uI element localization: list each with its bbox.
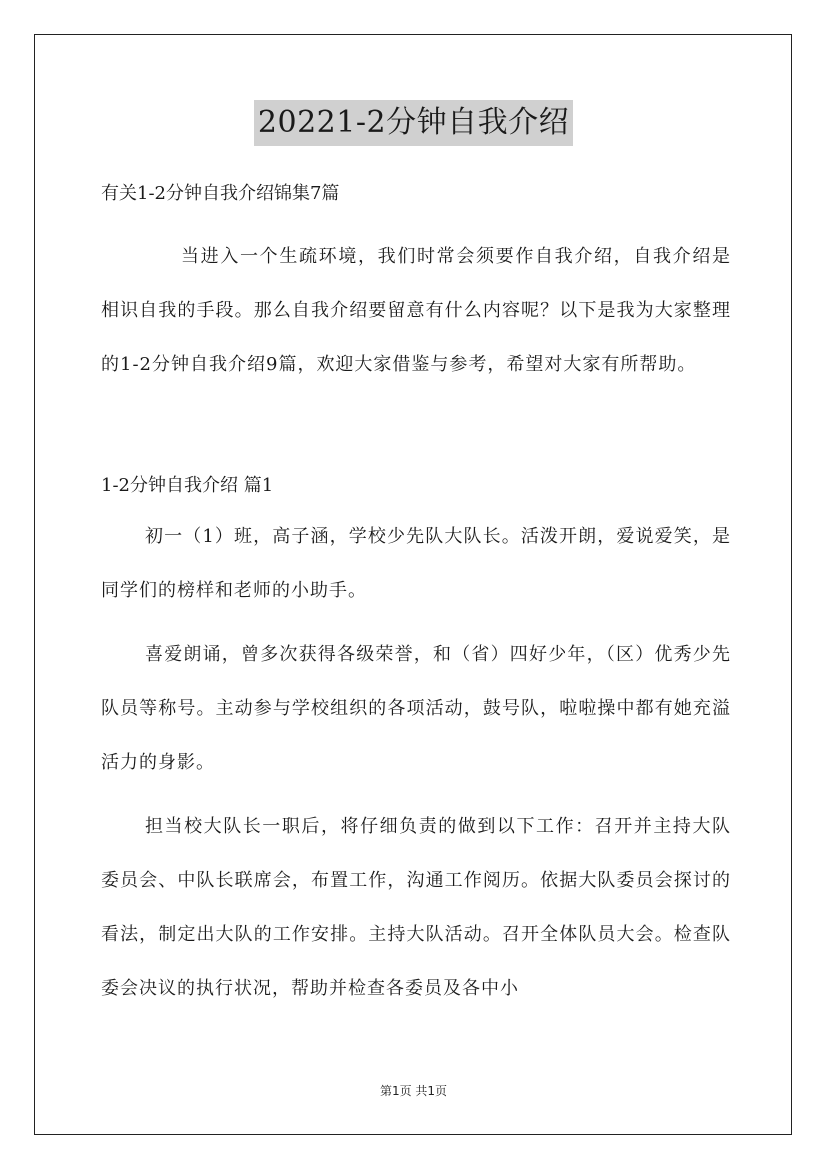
- document-title: 20221-2分钟自我介绍: [254, 100, 573, 146]
- body-paragraph: 初一（1）班，高子涵，学校少先队大队长。活泼开朗，爱说爱笑，是同学们的榜样和老师的小助手。: [101, 526, 731, 601]
- document-body: [101, 174, 731, 1016]
- body-paragraph: 担当校大队长一职后，将仔细负责的做到以下工作：召开并主持大队委员会、中队长联席会，布置工作，沟通工作阅历。依据大队委员会探讨的看法，制定出大队的工作安排。主持大队活动。召开全体队员大会。检查队委会决议的执行状况，帮助并检查各委员及各中小: [101, 816, 731, 999]
- page-footer: 第1页 共1页: [379, 1084, 448, 1098]
- intro-paragraph: 当进入一个生疏环境，我们时常会须要作自我介绍，自我介绍是相识自我的手段。那么自我介绍要留意有什么内容呢？以下是我为大家整理的1-2分钟自我介绍9篇，欢迎大家借鉴与参考，希望对大家有所帮助。: [101, 246, 731, 375]
- title-container: [0, 100, 827, 146]
- document-subtitle: 有关1-2分钟自我介绍锦集7篇: [101, 183, 340, 204]
- body-paragraph: 喜爱朗诵，曾多次获得各级荣誉，和（省）四好少年，（区）优秀少先队员等称号。主动参与学校组织的各项活动，鼓号队，啦啦操中都有她充溢活力的身影。: [101, 644, 731, 773]
- section-heading: 1-2分钟自我介绍 篇1: [101, 475, 274, 496]
